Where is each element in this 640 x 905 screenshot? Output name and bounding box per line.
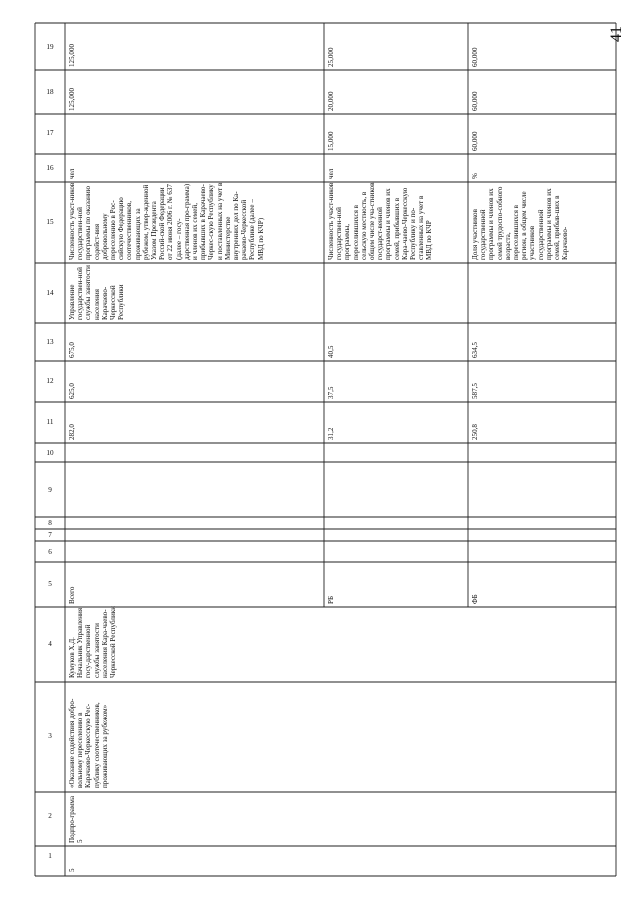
cell-r2-c12: 37,5 bbox=[327, 386, 335, 399]
cell-r3-c19: 60,000 bbox=[471, 47, 479, 67]
col-header-19: 19 bbox=[46, 43, 54, 51]
cell-r3-c11: 250,8 bbox=[471, 424, 479, 440]
col-header-11: 11 bbox=[46, 418, 54, 426]
col-header-6: 6 bbox=[48, 548, 52, 556]
cell-r2-c18: 20,000 bbox=[327, 91, 335, 111]
cell-r3-c16: % bbox=[471, 173, 479, 179]
cell-r1-c13: 675,0 bbox=[68, 342, 76, 358]
cell-r1-c4: Кумуков Х.Д. Начальник Управления госу-дарственной службы занятости населения Кара-чаево-Черкесской Республики bbox=[68, 606, 118, 678]
col-header-8: 8 bbox=[48, 519, 52, 527]
cell-r1-c15: Численность участ-ников государствен-ной программы по оказанию содейст-вия добровольному переселению в Рос-сийскую Федерацию соотечественников, проживающих за рубежом, утвер-жденной Указом Президента Россий-ской Федерации от 22 июня 2006 г. № 637 (далее – госу-дарственная про-грамма) и членов их семей, прибывших в Карачаево-Черкес-скую Республику и поставленных на учет в Министерстве внутренних дел по Ка-рачаево-Черкесской Республике (далее – МВД по КЧР) bbox=[68, 182, 265, 260]
cell-r2-c19: 25,000 bbox=[327, 47, 335, 67]
cell-r3-c17: 60,000 bbox=[471, 131, 479, 151]
col-header-10: 10 bbox=[46, 449, 54, 457]
cell-r1-c16: чел bbox=[68, 168, 76, 179]
col-header-9: 9 bbox=[48, 486, 52, 494]
cell-r1-c14: Управление государствен-ной службы занятости населения Карачаево-Черкесской Республики bbox=[68, 265, 126, 320]
cell-r3-c18: 60,000 bbox=[471, 91, 479, 111]
cell-r2-c15: Численность участ-ников государствен-ной программы, переселившихся в сельскую местность, в общем числе уча-стников государст-венной программы и членов их семей, прибывших в Кара-чаево-Черкесскую Республику и по-ставленных на учет в МВД по КЧР bbox=[327, 182, 434, 260]
cell-r3-c13: 634,5 bbox=[471, 342, 479, 358]
cell-r1-c3: «Оказание содействия добро-вольному переселению в Карачаево-Черкесскую Рес-публику соотечественников, проживающих за рубежом» bbox=[68, 698, 109, 788]
cell-r2-c16: чел bbox=[327, 168, 335, 179]
col-header-18: 18 bbox=[46, 88, 54, 96]
cell-r2-c17: 15,000 bbox=[327, 131, 335, 151]
col-header-15: 15 bbox=[46, 218, 54, 226]
col-header-13: 13 bbox=[46, 338, 54, 346]
col-header-17: 17 bbox=[46, 129, 54, 137]
cell-r2-c5: РБ bbox=[327, 595, 335, 604]
col-header-5: 5 bbox=[48, 580, 52, 588]
cell-r1-c5: Всего bbox=[68, 586, 76, 604]
cell-r3-c15: Доля участников государственной программы и членов их семей трудоспо-собного возраста, переселившихся в регион, в общем числе участников государственной программы и членов их семей, прибыв-ших в Карачаево- bbox=[471, 186, 570, 260]
cell-r2-c13: 40,5 bbox=[327, 345, 335, 358]
col-header-3: 3 bbox=[48, 732, 52, 740]
col-header-7: 7 bbox=[48, 531, 52, 539]
page-number: 41 bbox=[608, 26, 625, 42]
col-header-1: 1 bbox=[48, 852, 52, 860]
col-header-16: 16 bbox=[46, 164, 54, 172]
cell-r3-c12: 587,5 bbox=[471, 383, 479, 399]
col-header-12: 12 bbox=[46, 377, 54, 385]
cell-r2-c11: 31,2 bbox=[327, 427, 335, 440]
cell-r1-c12: 625,0 bbox=[68, 383, 76, 399]
col-header-2: 2 bbox=[48, 812, 52, 820]
col-header-4: 4 bbox=[48, 640, 52, 648]
cell-r1-c11: 282,0 bbox=[68, 424, 76, 440]
cell-r1-c19: 125,000 bbox=[68, 43, 76, 67]
cell-r3-c5: ФБ bbox=[471, 594, 479, 604]
col-header-14: 14 bbox=[46, 289, 54, 297]
cell-r1-c2: Подпро-грамма 5 bbox=[68, 795, 85, 843]
cell-r1-c1: 5 bbox=[68, 868, 76, 872]
cell-r1-c18: 125,000 bbox=[68, 87, 76, 111]
